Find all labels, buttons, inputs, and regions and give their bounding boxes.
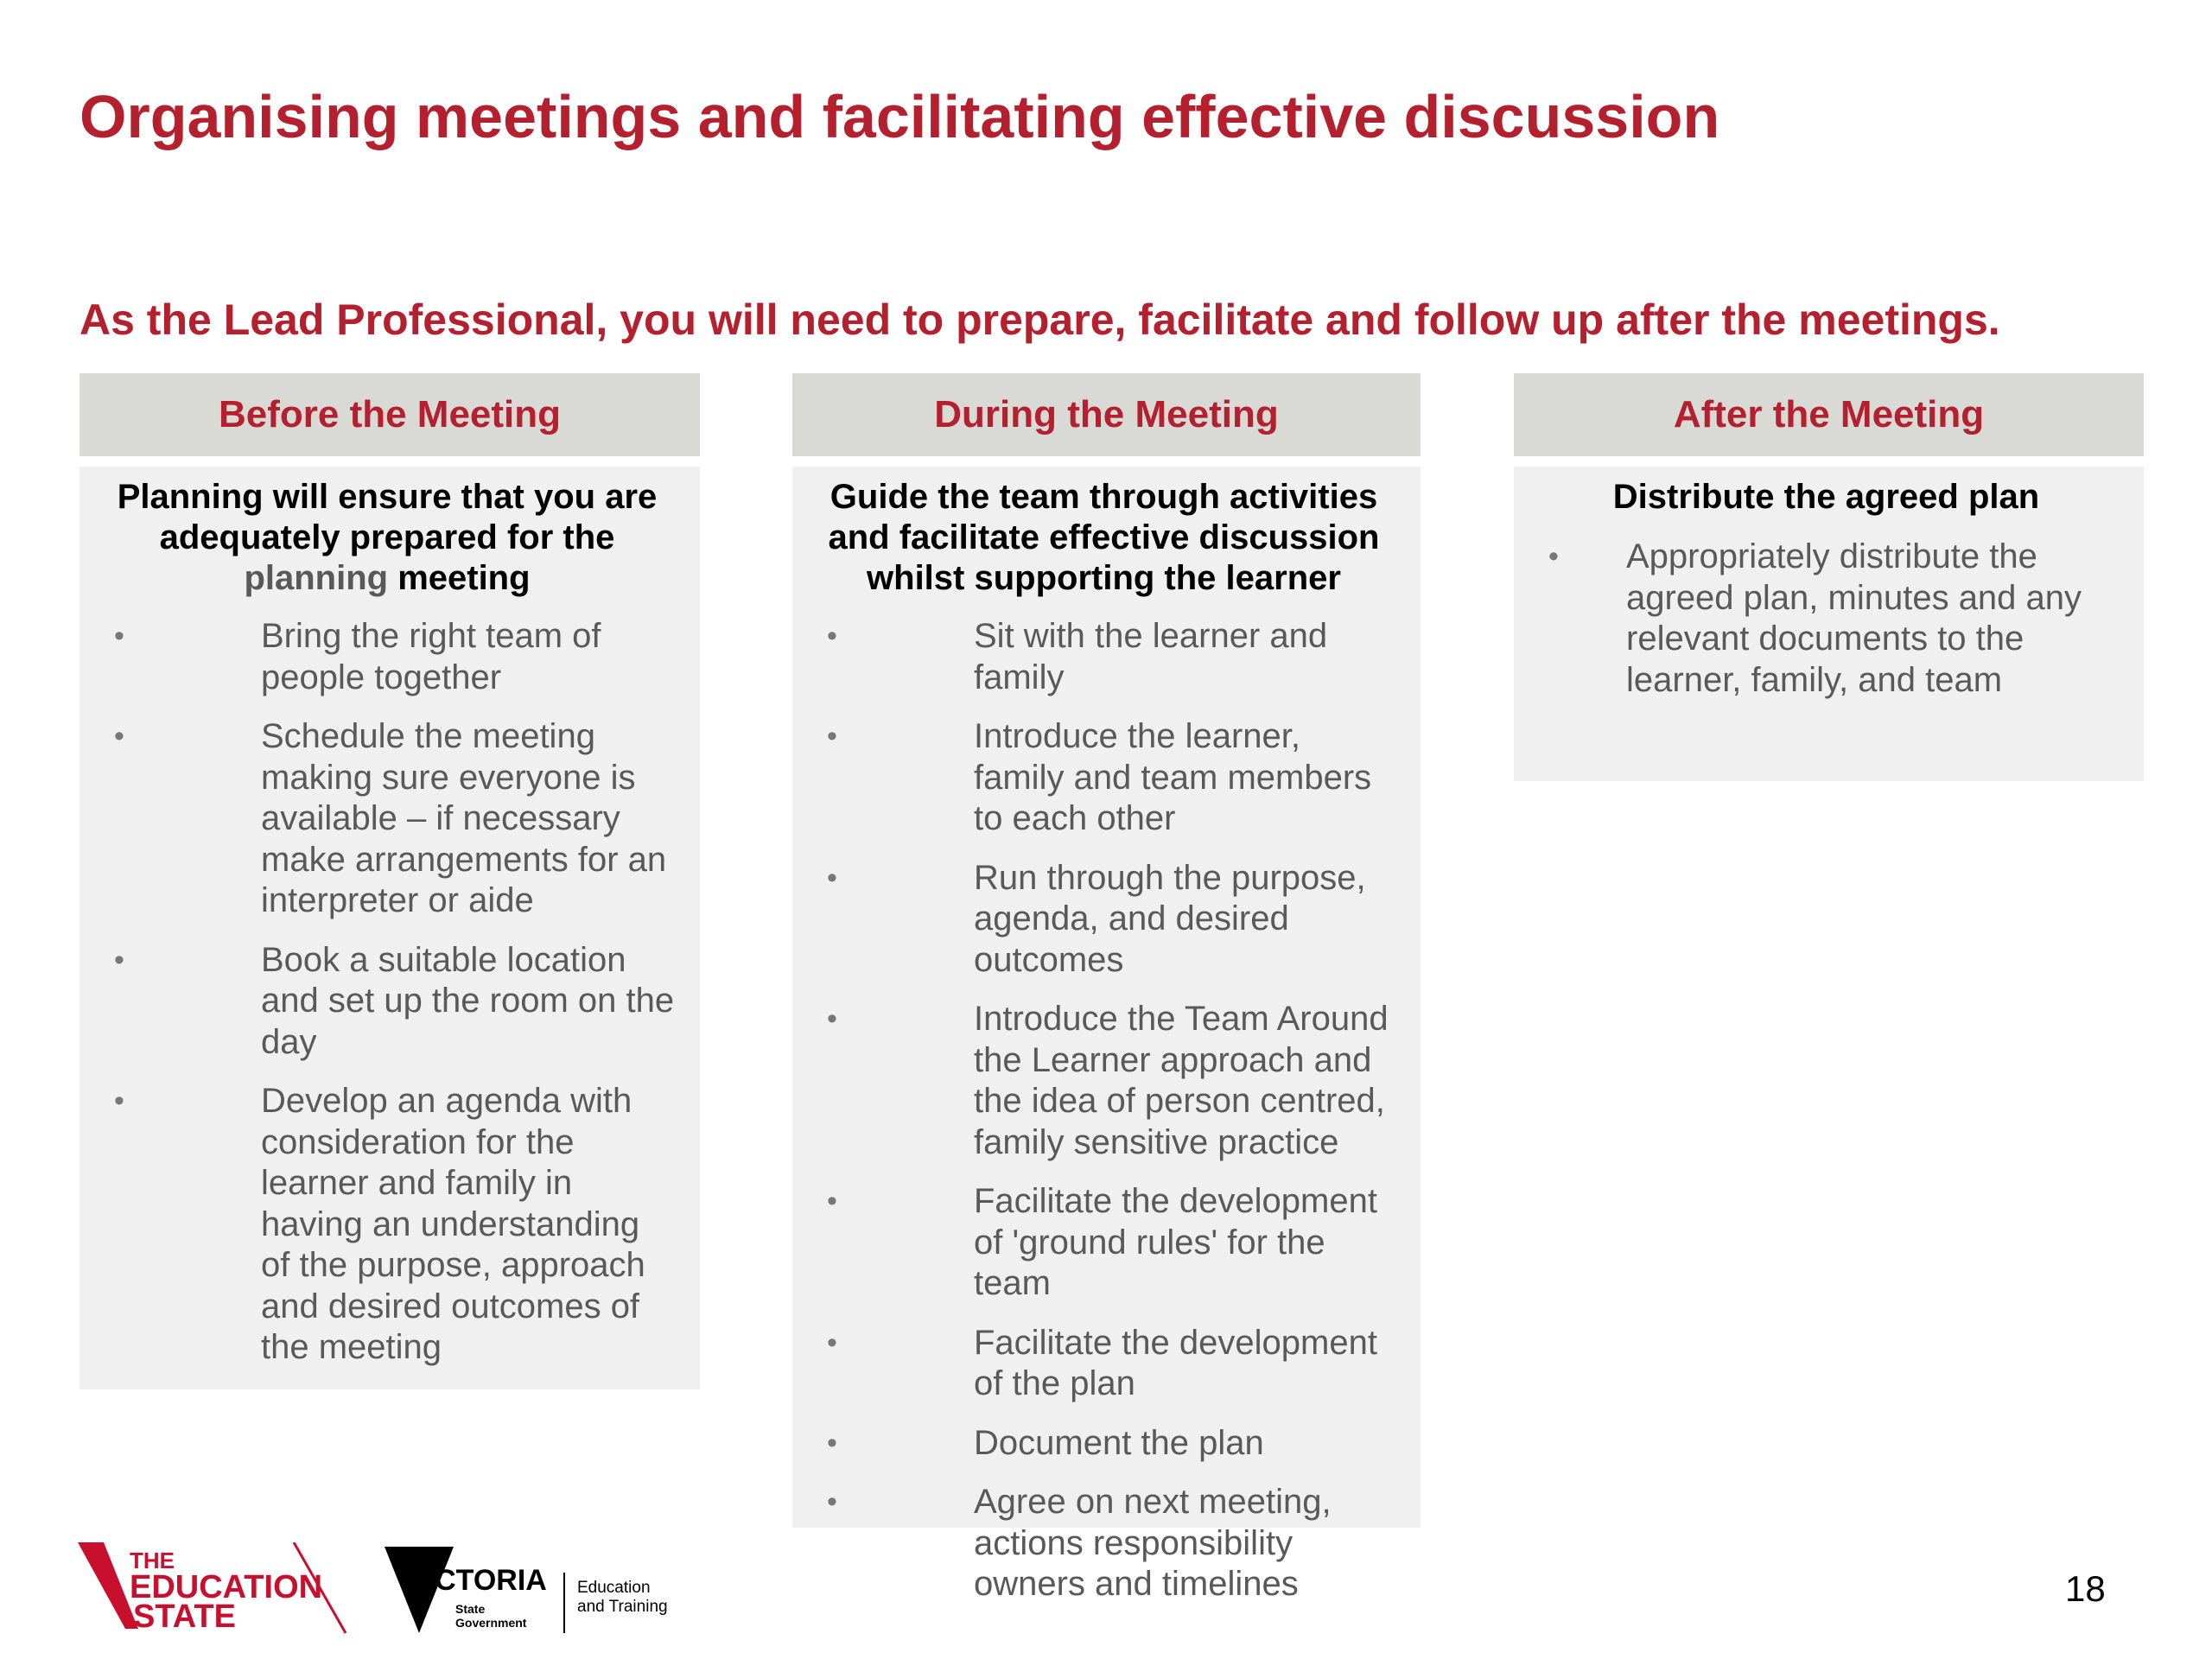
list-item-text: Agree on next meeting, actions responsibility owners and timelines xyxy=(974,1483,1332,1603)
bullet-icon: • xyxy=(114,943,124,976)
after-meeting-header xyxy=(1514,373,2144,456)
after-meeting-heading: After the Meeting xyxy=(1673,393,1985,435)
logo-text-government: Government xyxy=(455,1616,527,1630)
before-meeting-header xyxy=(79,373,700,456)
list-item-text: Appropriately distribute the agreed plan, minutes and any relevant documents to the learner, family, and team xyxy=(1626,537,2082,699)
during-meeting-heading: During the Meeting xyxy=(934,393,1279,435)
list-item-text: Introduce the Team Around the Learner approach and the idea of person centred, family sensitive practice xyxy=(974,1000,1389,1161)
bullet-icon: • xyxy=(114,720,124,753)
bullet-icon: • xyxy=(1548,540,1559,573)
bullet-icon: • xyxy=(827,1325,837,1359)
list-item-text: Bring the right team of people together xyxy=(261,617,601,696)
list-item-text: Facilitate the development of the plan xyxy=(974,1323,1377,1402)
list-item xyxy=(810,999,1398,1163)
list-item xyxy=(810,858,1398,982)
page-number: 18 xyxy=(2065,1568,2106,1609)
list-item xyxy=(1531,537,2121,701)
bullet-icon: • xyxy=(114,620,124,652)
bullet-icon: • xyxy=(827,1002,837,1035)
bullet-icon: • xyxy=(114,1084,124,1117)
logo-text-state: STATE xyxy=(133,1599,236,1635)
education-state-logo xyxy=(78,1542,354,1637)
before-lead-part-3: meeting xyxy=(388,559,531,597)
list-item-text: Schedule the meeting making sure everyone is available – if necessary make arrangements for an interpreter or aide xyxy=(261,717,667,919)
after-meeting-panel xyxy=(1514,467,2144,781)
logo-text-the: THE xyxy=(130,1548,175,1573)
list-item-text: Introduce the learner, family and team members to each other xyxy=(974,717,1372,837)
before-lead-part-1: Planning will ensure that you are adequately prepared for the xyxy=(117,478,658,556)
logo-text-education-dept: Education xyxy=(577,1579,651,1597)
after-meeting-list xyxy=(1531,537,2121,701)
logo-text-state-small: State xyxy=(455,1602,486,1616)
logo-text-education: EDUCATION xyxy=(130,1569,323,1605)
list-item xyxy=(810,716,1398,840)
list-item-text: Develop an agenda with consideration for the learner and family in having an understanding of the purpose, approach and desired outcomes of the meeting xyxy=(261,1082,645,1366)
list-item xyxy=(97,1081,677,1369)
bullet-icon: • xyxy=(827,1185,837,1217)
before-meeting-lead xyxy=(97,477,677,599)
before-meeting-heading: Before the Meeting xyxy=(218,393,562,435)
after-meeting-lead: Distribute the agreed plan xyxy=(1612,478,2040,516)
during-meeting-list xyxy=(810,616,1398,1605)
logo-text-victoria: VICTORIA xyxy=(407,1564,547,1597)
list-item-text: Document the plan xyxy=(974,1423,1264,1462)
list-item xyxy=(97,716,677,922)
victoria-government-logo xyxy=(385,1542,696,1637)
before-meeting-list xyxy=(97,616,677,1369)
bullet-icon: • xyxy=(827,620,837,652)
list-item-text: Run through the purpose, agenda, and desired outcomes xyxy=(974,858,1366,979)
list-item xyxy=(810,616,1398,698)
list-item-text: Sit with the learner and family xyxy=(974,617,1328,696)
list-item-text: Facilitate the development of 'ground rules' for the team xyxy=(974,1182,1377,1302)
list-item xyxy=(97,940,677,1064)
before-lead-part-2: planning xyxy=(244,559,389,597)
during-meeting-panel xyxy=(792,467,1421,1603)
bullet-icon: • xyxy=(827,720,837,753)
during-meeting-header xyxy=(792,373,1421,456)
list-item xyxy=(810,1181,1398,1305)
list-item xyxy=(97,616,677,698)
bullet-icon: • xyxy=(827,1485,837,1518)
bullet-icon: • xyxy=(827,861,837,894)
slide-title: Organising meetings and facilitating effective discussion xyxy=(79,83,1720,150)
bullet-icon: • xyxy=(827,1426,837,1459)
during-meeting-lead: Guide the team through activities and facilitate effective discussion whilst supporting the learner xyxy=(828,478,1380,597)
list-item xyxy=(810,1482,1398,1605)
slide-subtitle: As the Lead Professional, you will need to prepare, facilitate and follow up after the meetings. xyxy=(79,296,2000,344)
logo-text-and-training: and Training xyxy=(577,1598,668,1616)
before-meeting-panel xyxy=(79,467,700,1389)
list-item xyxy=(810,1423,1398,1465)
list-item xyxy=(810,1323,1398,1405)
list-item-text: Book a suitable location and set up the room on the day xyxy=(261,940,675,1061)
